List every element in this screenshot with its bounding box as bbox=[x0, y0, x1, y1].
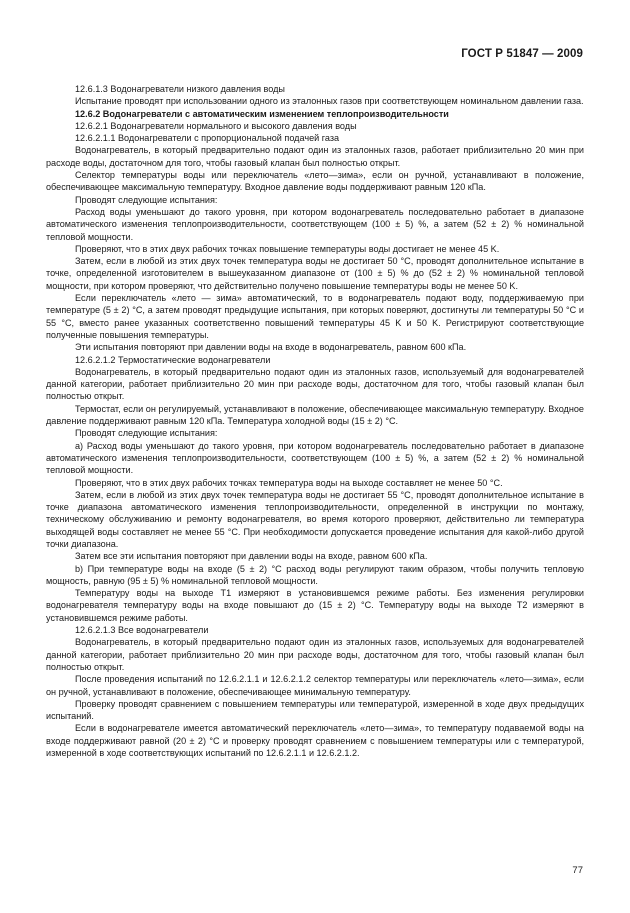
paragraph: Если в водонагревателе имеется автоматический переключатель «лето—зима», то температуру подаваемой воды на входе поддерживают равной (20 ± 2) °C и проверку проводят сравнением с повышением температуры или с температурой, измеренной в ходе соответствующих испытаний по 12.6.2.1.1 и 12.6.2.1.2. bbox=[46, 723, 584, 759]
paragraph: Затем, если в любой из этих двух точек температура воды не достигает 50 °C, проводят дополнительное испытание в точке, определенной изготовителем в вышеуказанном диапазоне от (100 ± 5) % до (52 ± 2) % номинальной тепловой мощности, при котором проверяют, что действительно получено повышение температуры воды не менее 50 K. bbox=[46, 256, 584, 291]
page-number: 77 bbox=[572, 865, 583, 876]
paragraph: 12.6.2.1.1 Водонагреватели с пропорциональной подачей газа bbox=[75, 133, 340, 144]
section-heading: 12.6.2 Водонагреватели с автоматическим изменением теплопроизводительности bbox=[75, 108, 449, 119]
paragraph: Затем все эти испытания повторяют при давлении воды на входе, равном 600 кПа. bbox=[75, 551, 428, 562]
paragraph: Если переключатель «лето — зима» автоматический, то в водонагреватель подают воду, поддерживаемую при температуре (5 ± 2) °C, а затем проводят предыдущие испытания, при которых поверяют, достигнуты ли температуры 50 °C и 55 °C, вместо ранее указанных соответственно повышений температуры 45 K и 50 K. Регистрируют соответствующие полученные повышения температуры. bbox=[46, 293, 584, 340]
paragraph: Проводят следующие испытания: bbox=[75, 194, 218, 205]
paragraph: Водонагреватель, в который предварительно подают один из эталонных газов, работает приблизительно 20 мин при расходе воды, достаточном для того, чтобы газовый клапан был полностью открыт. bbox=[46, 145, 584, 168]
paragraph: Термостат, если он регулируемый, устанавливают в положение, обеспечивающее максимальную температуру. Входное давление поддерживают равным 120 кПа. Температура холодной воды (15 ± 2) °C. bbox=[46, 403, 584, 427]
paragraph: Проверяют, что в этих двух рабочих точках повышение температуры воды достигает не менее 45 K. bbox=[75, 243, 500, 254]
paragraph: После проведения испытаний по 12.6.2.1.1 и 12.6.2.1.2 селектор температуры или переключатель «лето—зима», если он ручной, устанавливают в положение, обеспечивающее минимальную температуру. bbox=[46, 674, 584, 697]
paragraph: a) Расход воды уменьшают до такого уровня, при котором водонагреватель последовательно работает в диапазоне автоматического изменения теплопроизводительности, соответствующем (100 ± 5) %, а затем (52 ± 2) % номинальной тепловой мощности. bbox=[46, 440, 584, 476]
paragraph: Расход воды уменьшают до такого уровня, при котором водонагреватель последовательно работает в диапазоне автоматического изменения теплопроизводительности, соответствующем (100 ± 5) %, а затем (52 ± 2) % номинальной тепловой мощности. bbox=[46, 206, 584, 242]
paragraph: Испытание проводят при использовании одного из эталонных газов при соответствующем номинальном давлении газа. bbox=[75, 96, 584, 107]
paragraph: Температуру воды на выходе T1 измеряют в установившемся режиме работы. Без изменения регулировки водонагревателя температуру воды на входе повышают до (15 ± 2) °C. Температуру воды на выходе T2 измеряют в установившемся режиме работы. bbox=[46, 588, 584, 623]
paragraph: 12.6.2.1.2 Термостатические водонагреватели bbox=[75, 354, 271, 365]
paragraph: 12.6.1.3 Водонагреватели низкого давления воды bbox=[75, 84, 285, 94]
paragraph: Затем, если в любой из этих двух точек температура воды не достигает 55 °C, проводят дополнительное испытание в точке диапазона автоматического изменения теплопроизводительности, определенной в инструкции по монтажу, техническому обслуживанию и ремонту водонагревателя, во время которого проверяют, действительно ли температура выходящей воды составляет не менее 55 °C. При необходимости допускается проведение испытания для какой-либо другой точки диапазона. bbox=[46, 489, 584, 549]
standard-header: ГОСТ Р 51847 — 2009 bbox=[461, 48, 583, 60]
paragraph: Проводят следующие испытания: bbox=[75, 428, 218, 439]
paragraph: Водонагреватель, в который предварительно подают один из эталонных газов, используемый для водонагревателей данной категории, работает приблизительно 20 мин при расходе воды, достаточном для того, чтобы газовый клапан был полностью открыт. bbox=[46, 366, 584, 402]
paragraph: 12.6.2.1.3 Все водонагреватели bbox=[75, 625, 209, 636]
document-body bbox=[46, 83, 584, 759]
paragraph: Проверяют, что в этих двух рабочих точках температура воды на выходе составляет не менее 50 °C. bbox=[75, 477, 503, 488]
paragraph: Селектор температуры воды или переключатель «лето—зима», если он ручной, устанавливают в положение, обеспечивающее максимальную температуру. Входное давление воды поддерживают равным 120 кПа. bbox=[46, 170, 584, 193]
paragraph: b) При температуре воды на входе (5 ± 2) °C расход воды регулируют таким образом, чтобы получить тепловую мощность, равную (95 ± 5) % номинальной тепловой мощности. bbox=[46, 563, 584, 586]
paragraph: Водонагреватель, в который предварительно подают один из эталонных газов, используемых для водонагревателей данной категории, работает приблизительно 20 мин при расходе воды, достаточном для того, чтобы газовый клапан был полностью открыт. bbox=[46, 637, 584, 672]
paragraph: 12.6.2.1 Водонагреватели нормального и высокого давления воды bbox=[75, 120, 357, 131]
paragraph: Эти испытания повторяют при давлении воды на входе в водонагреватель, равном 600 кПа. bbox=[75, 342, 467, 353]
paragraph: Проверку проводят сравнением с повышением температуры или температурой, измеренной в ходе двух предыдущих испытаний. bbox=[46, 698, 584, 722]
